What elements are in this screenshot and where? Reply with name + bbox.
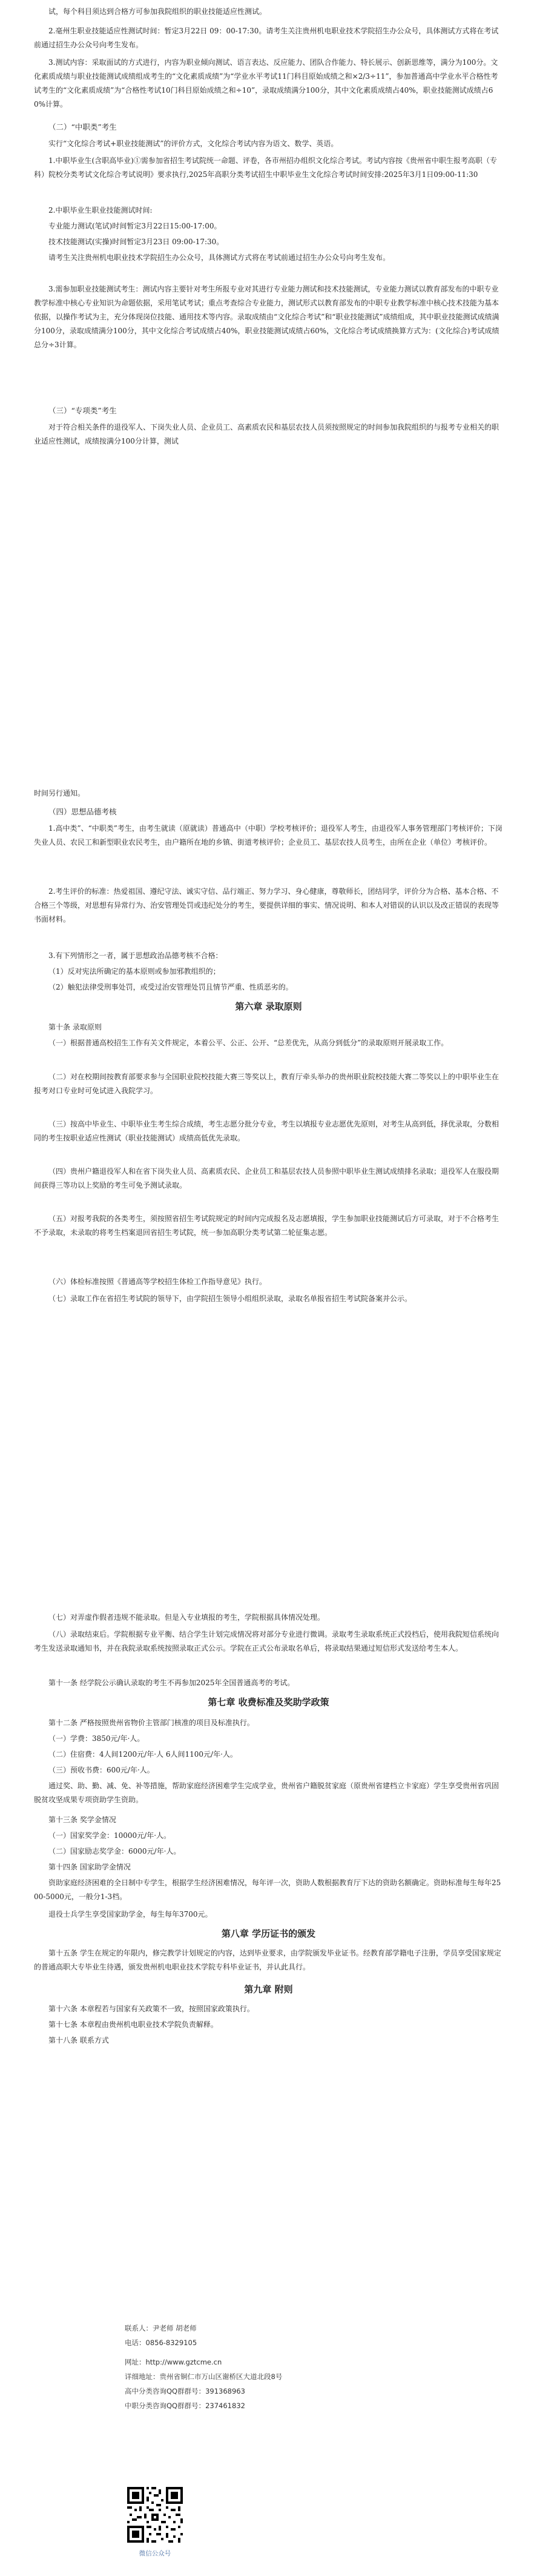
paragraph: 专业能力测试(笔试)时间暂定3月22日15:00-17:00。 [48,222,222,230]
paragraph: （七）录取工作在省招生考试院的领导下，由学院招生领导小组组织录取，录取名单报省招生考试院备案并公示。 [48,1294,412,1303]
qr-caption: 微信公众号 [139,2550,171,2557]
contact-phone: 电话：0856-8329105 [125,2338,197,2347]
paragraph: （六）体检标准按照《普通高等学校招生体检工作指导意见》执行。 [48,1277,267,1286]
paragraph: 第十一条 经学院公示确认录取的考生不再参加2025年全国普通高考的考试。 [48,1679,295,1687]
chapter-heading: 第九章 附则 [244,1984,293,1995]
chapter-heading: 第六章 录取原则 [235,1001,302,1012]
paragraph: 实行“文化综合考试+职业技能测试”的评价方式，文化综合考试内容为语文、数学、英语。 [48,139,338,148]
subheading: （二）“中职类”考生 [48,122,117,131]
paragraph: （五）对报考我院的各类考生，须按照省招生考试院规定的时间内完成报名及志愿填报，学生参加职业技能测试后方可录取，对于不合格考生不予录取，未录取的将考生档案退回省招生考试院，统一参加高职分类考试第二轮征集志愿。 [34,1214,499,1237]
qr-code-icon [125,2484,185,2545]
paragraph: 第十二条 严格按照贵州省物价主管部门核准的项目及标准执行。 [48,1719,254,1727]
contact-block [125,2321,488,2413]
paragraph: 3.有下列情形之一者，属于思想政治品德考核不合格： [48,951,223,960]
paragraph: （1）反对宪法所确定的基本原则或参加邪教组织的； [48,967,220,976]
paragraph: （二）国家励志奖学金：6000元/年·人。 [48,1847,181,1855]
chapter-heading: 第八章 学历证书的颁发 [221,1928,316,1939]
paragraph: 3.测试内容：采取面试的方式进行，内容为职业倾向测试、语言表达、反应能力、团队合作能力、特长展示、创新思维等，满分为100分。文化素质成绩与职业技能测试成绩组成考生的“文化素质成绩”为“学业水平考试11门科目原始成绩之和×2/3÷11”，参加普通高中学业水平合格性考试考生的“文化素质成绩”为“合格性考试10门科目原始成绩之和÷10”，录取成绩满分100分，其中文化素质成绩占40%，职业技能测试成绩占60%计算。 [34,58,498,108]
paragraph: 技术技能测试(实操)时间暂定3月23日 09:00-17:30。 [48,238,224,246]
paragraph: （三）按高中毕业生、中职毕业生考生综合成绩，考生志愿分批分专业，考生以填报专业志愿优先原则，对考生从高到低，择优录取，分数相同的考生按职业适应性测试（职业技能测试）成绩高低优先录取。 [34,1120,499,1142]
paragraph: 退役士兵学生享受国家助学金，每生每年3700元。 [48,1910,212,1919]
paragraph: （2）触犯法律受刑事处罚，或受过治安管理处罚且情节严重、性质恶劣的。 [48,983,293,991]
paragraph: 对于符合相关条件的退役军人、下岗失业人员、企业员工、高素质农民和基层农技人员须按照规定的时间参加我院组织的与报考专业相关的职业适应性测试，成绩按满分100分计算，测试 [34,423,499,445]
paragraph: （二）对在校期间按教育部要求参与全国职业院校技能大赛三等奖以上，教育厅牵头举办的贵州职业院校技能大赛二等奖以上的中职毕业生在报考对口专业时可免试进入我院学习。 [34,1073,499,1095]
contact-website[interactable]: 网址：http://www.gztcme.cn [125,2358,222,2366]
paragraph: 2.中职毕业生职业技能测试时间: [48,206,153,215]
subheading: （三）“专项类”考生 [48,406,117,415]
paragraph: （一）学费：3850元/年·人。 [48,1734,145,1743]
paragraph: 时间另行通知。 [34,789,85,797]
contact-qq-mid: 中职分类咨询QQ群群号：237461832 [125,2401,245,2410]
paragraph: 第十四条 国家助学金情况 [48,1863,131,1871]
paragraph: 第十八条 联系方式 [48,2036,109,2045]
paragraph: （七）对弄虚作假者违规不能录取。但是入专业填报的考生，学院根据具体情况处理。 [48,1613,325,1622]
contact-address: 详细地址：贵州省铜仁市万山区谢桥区大道北段8号 [125,2372,283,2381]
paragraph: 2.考生评价的标准：热爱祖国、遵纪守法、诚实守信、品行端正、努力学习、身心健康，尊敬师长，团结同学，评价分为合格、基本合格、不合格三个等级，对思想有异常行为、治安管理处罚或违纪处分的考生，要提供详细的事实、情况说明、和本人对错误的认识以及改正错误的表现等书面材料。 [34,887,499,924]
paragraph: 2.毫州生职业技能适应性测试时间：暂定3月22日 09：00-17:30。请考生关注贵州机电职业技术学院招生办公众号，具体测试方式将在考试前通过招生办公众号向考生发布。 [34,27,499,49]
paragraph: （八）录取结束后。学院根据专业平衡、结合学生计划完成情况将对部分专业进行微调。录取考生录取系统正式投档后，使用我院短信系统向考生发送录取通知书，并在我院录取系统按照录取正式公示。学院在正式公布录取名单后，将录取结果通过短信形式发送给考生本人。 [34,1630,499,1652]
chapter-heading: 第七章 收费标准及奖助学政策 [208,1697,329,1708]
paragraph: 3.需参加职业技能测试考生：测试内容主要针对考生所报专业对其进行专业能力测试和技术技能测试，专业能力测试以教育部发布的中职专业教学标准中核心专业知识为命题依据，采用笔试考试；重点考查综合专业能力，测试形式以教育部发布的中职专业教学标准中核心技术技能为基本依据，以操作考试为主，充分体现岗位技能、通用技术等内容。录取成绩由“文化综合考试”和“职业技能测试”成绩组成，其中职业技能测试成绩满分100分，录取成绩满分100分，其中文化综合考试成绩占40%，职业技能测试成绩占60%，文化综合考试成绩换算方式为：(文化综合)考试成绩总分÷3计算。 [34,285,499,349]
paragraph: 试，每个科目须达到合格方可参加我院组织的职业技能适应性测试。 [48,7,267,16]
paragraph: 通过奖、助、勤、减、免、补等措施，帮助家庭经济困难学生完成学业，贵州省户籍脱贫家庭（原贵州省建档立卡家庭）学生享受贵州省巩固脱贫攻坚成果专项资助学生资助。 [34,1782,499,1804]
paragraph: （四）贵州户籍退役军人和在省下岗失业人员、高素质农民、企业员工和基层农技人员参照中职毕业生测试成绩排名录取；退役军人在服役期间获得三等功以上奖励的考生可免予测试录取。 [34,1167,499,1190]
paragraph: 第十五条 学生在规定的年限内，修完教学计划规定的内容，达到毕业要求，由学院颁发毕业证书。经教育部学籍电子注册，学员享受国家规定的普通高职大专毕业生待遇，颁发贵州机电职业技术学院专科毕业证书，并认此具行。 [34,1949,501,1971]
paragraph: 第十七条 本章程由贵州机电职业技术学院负责解释。 [48,2020,218,2029]
paragraph: 请考生关注贵州机电职业技术学院招生办公众号，具体测试方式将在考试前通过招生办公众号向考生发布。 [48,253,390,262]
contact-people: 联系人：尹老师 胡老师 [125,2324,197,2332]
paragraph: 第十六条 本章程若与国家有关政策不一致，按照国家政策执行。 [48,2005,254,2013]
contact-qq-high: 高中分类咨询QQ群群号：391368963 [125,2387,245,2395]
paragraph: （一）根据普通高校招生工作有关文件规定，本着公平、公正、公开、“总差优先，从高分到低分”的录取原则开展录取工作。 [48,1039,449,1047]
paragraph: （一）国家奖学金：10000元/年·人。 [48,1831,171,1840]
paragraph: 1.高中类”、“中职类”考生，由考生就读（原就读）普通高中（中职）学校考核评价；退役军人考生，由退役军人事务管理部门考核评价；下岗失业人员、农民工和新型职业农民考生，由户籍所在地的乡镇、街道考核评价；企业员工、基层农技人员考生，由所在企业（单位）考核评价。 [34,824,502,847]
paragraph: （三）预收书费：600元/年·人。 [48,1766,154,1774]
paragraph: 1.中职毕业生(含职高毕业)①需参加省招生考试院统一命题、评卷，各市州招办组织文化综合考试。考试内容按《贵州省中职生报考高职（专科）院校分类考试文化综合考试说明》要求执行,2025年高职分类考试招生中职毕业生文化综合考试时间安排:2025年3月1日09:00-11:30 [34,156,497,179]
paragraph: （二）住宿费：4人间1200元/年·人 6人间1100元/年·人。 [48,1750,237,1759]
subheading: （四）思想品德考核 [48,807,117,816]
paragraph: 第十三条 奖学金情况 [48,1816,116,1824]
paragraph: 第十条 录取原则 [48,1023,102,1031]
paragraph: 资助家庭经济困难的全日制中专学生，根据学生经济困难情况，每年评一次，资助人数根据教育厅下达的资助名额确定。资助标准每生每年2500-5000元，一般分1-3档。 [34,1879,501,1901]
